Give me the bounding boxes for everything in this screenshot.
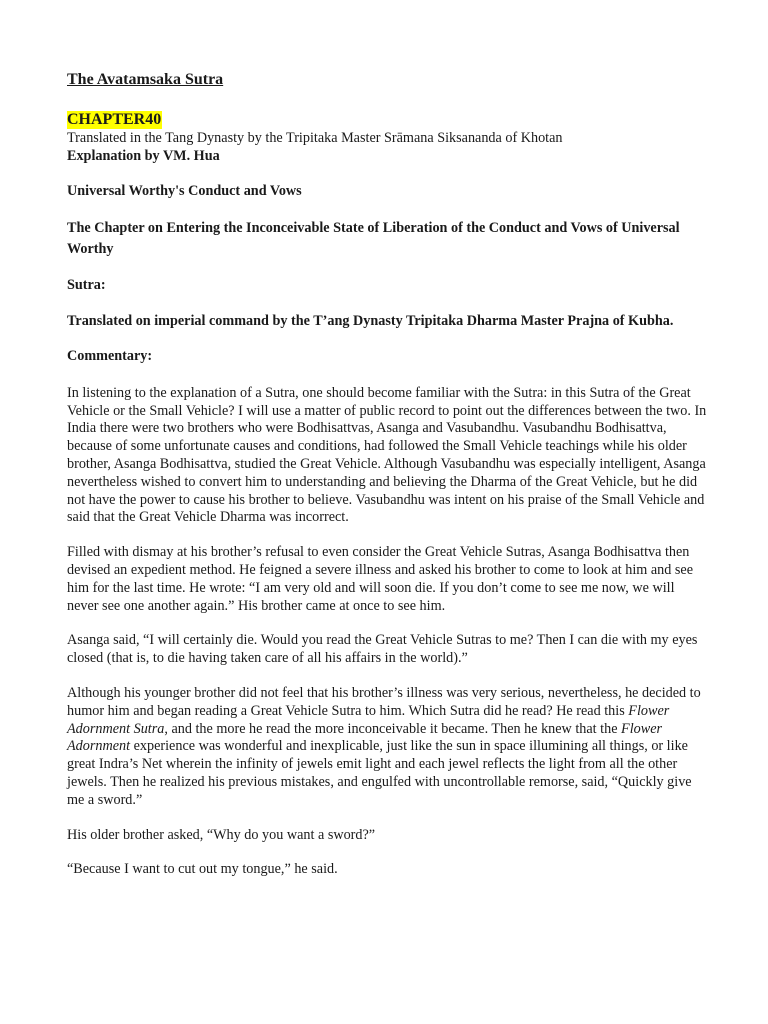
italic-sutra-title: Flower Adornment [67, 720, 663, 755]
commentary-label: Commentary: [67, 347, 153, 364]
paragraph-text: Although his younger brother did not feel that his brother’s illness was very serious, nevertheless, he decided to humor him and began reading a Great Vehicle Sutra to him. Which Sutra did he read? He read this [67, 684, 701, 719]
commentary-body [67, 385, 707, 879]
sutra-label: Sutra: [67, 277, 106, 294]
document-title: The Avatamsaka Sutra [67, 71, 224, 88]
translation-credit: Translated in the Tang Dynasty by the Tripitaka Master Srāmana Siksananda of Khotan [67, 129, 563, 146]
chapter-title-heading: The Chapter on Entering the Inconceivable State of Liberation of the Conduct and Vows of Universal Worthy [67, 220, 680, 258]
paragraph: Filled with dismay at his brother’s refusal to even consider the Great Vehicle Sutras, Asanga Bodhisattva then devised an expedient method. He feigned a severe illness and asked his brother to come to look at him and see him for the last time. He wrote: “I am very old and will soon die. If you don’t come to see me now, we will never see one another again.” His brother came at once to see him. [67, 544, 694, 614]
paragraph [67, 685, 707, 810]
paragraph-text: , and the more he read the more inconceivable it became. Then he knew that the [164, 720, 622, 737]
paragraph: His older brother asked, “Why do you want a sword?” [67, 826, 376, 843]
sutra-text: Translated on imperial command by the T’ang Dynasty Tripitaka Dharma Master Prajna of Kubha. [67, 312, 674, 329]
paragraph: In listening to the explanation of a Sutra, one should become familiar with the Sutra: in this Sutra of the Great Vehicle or the Small Vehicle? I will use a matter of public record to point out the differences between the two. In India there were two brothers who were Bodhisattvas, Asanga and Vasubandhu. Vasubandhu Bodhisattva, because of some unfortunate causes and conditions, had followed the Small Vehicle teachings while his older brother, Asanga Bodhisattva, studied the Great Vehicle. Although Vasubandhu was especially intelligent, Asanga nevertheless wished to convert him to understanding and believing the Dharma of the Great Vehicle, but he did not have the power to cause his brother to believe. Vasubandhu was intent on his praise of the Small Vehicle and said that the Great Vehicle Dharma was incorrect. [67, 384, 707, 526]
document-page [67, 70, 707, 879]
paragraph-text: experience was wonderful and inexplicable, just like the sun in space illumining all things, or like great Indra’s Net wherein the infinity of jewels emit light and each jewel reflects the light from all the other jewels. Then he realized his previous mistakes, and engulfed with uncontrollable remorse, said, “Quickly give me a sword.” [67, 738, 692, 808]
paragraph: “Because I want to cut out my tongue,” he said. [67, 861, 338, 878]
italic-sutra-title: Flower Adornment Sutra [67, 702, 670, 737]
section-heading: Universal Worthy's Conduct and Vows [67, 183, 302, 200]
chapter-heading-highlighted: CHAPTER40 [67, 111, 162, 128]
explanation-credit: Explanation by VM. Hua [67, 147, 220, 164]
paragraph: Asanga said, “I will certainly die. Would you read the Great Vehicle Sutras to me? Then I can die with my eyes closed (that is, to die having taken care of all his affairs in the world).” [67, 632, 698, 667]
